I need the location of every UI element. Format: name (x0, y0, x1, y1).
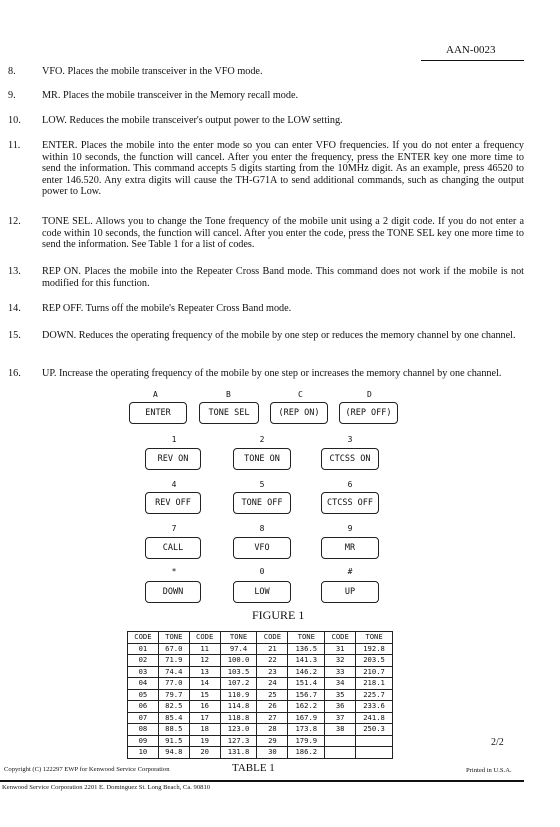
table-cell: 203.5 (356, 655, 393, 667)
key-number: 7 (171, 524, 177, 533)
column-letter-c: C (298, 390, 303, 399)
column-header: TONE (288, 632, 325, 644)
table-cell: 241.8 (356, 712, 393, 724)
address-text: Kenwood Service Corporation 2201 E. Dominguez St. Long Beach, Ca. 90810 (2, 784, 211, 791)
list-item (8, 66, 524, 80)
rev-on-key: REV ON (145, 448, 201, 470)
table-cell: 07 (128, 712, 159, 724)
table-row (128, 735, 393, 747)
table-cell: 34 (325, 678, 356, 690)
enter-key: ENTER (129, 402, 187, 424)
column-letter-d: D (367, 390, 372, 399)
table-row (128, 689, 393, 701)
key-number: 2 (259, 435, 265, 444)
column-header: CODE (325, 632, 356, 644)
table-caption: TABLE 1 (232, 762, 275, 774)
tone-on-key: TONE ON (233, 448, 291, 470)
column-header: TONE (158, 632, 189, 644)
table-row (128, 666, 393, 678)
footer-rule (0, 780, 524, 782)
up-key: UP (321, 581, 379, 603)
table-cell: 25 (257, 689, 288, 701)
item-number: 12. (8, 216, 21, 227)
item-number: 8. (8, 66, 16, 77)
mr-key: MR (321, 537, 379, 559)
table-cell: 15 (189, 689, 220, 701)
table-row (128, 747, 393, 759)
figure-caption: FIGURE 1 (252, 608, 305, 622)
table-cell: 26 (257, 701, 288, 713)
table-row (128, 724, 393, 736)
item-text: UP. Increase the operating frequency of the mobile by one step or increases the memory channel by one channel. (42, 368, 502, 379)
list-item (8, 115, 524, 129)
table-cell: 123.0 (220, 724, 257, 736)
low-key: LOW (233, 581, 291, 603)
table-cell (356, 735, 393, 747)
doc-id: AAN-0023 (446, 44, 496, 56)
table-cell: 21 (257, 643, 288, 655)
item-text: MR. Places the mobile transceiver in the Memory recall mode. (42, 90, 299, 101)
table-cell: 74.4 (158, 666, 189, 678)
table-row (128, 643, 393, 655)
table-cell: 103.5 (220, 666, 257, 678)
list-item (8, 330, 524, 356)
copyright-text: Copyright (C) 122297 EWP for Kenwood Service Corporation (4, 766, 170, 773)
table-cell: 233.6 (356, 701, 393, 713)
column-header: CODE (257, 632, 288, 644)
column-header: CODE (128, 632, 159, 644)
table-cell: 100.0 (220, 655, 257, 667)
table-cell: 32 (325, 655, 356, 667)
table-cell: 28 (257, 724, 288, 736)
item-text: VFO. Places the mobile transceiver in the VFO mode. (42, 66, 263, 77)
table-cell: 13 (189, 666, 220, 678)
table-cell: 05 (128, 689, 159, 701)
table-cell: 02 (128, 655, 159, 667)
key-number: 9 (347, 524, 353, 533)
table-cell: 27 (257, 712, 288, 724)
table-cell: 127.3 (220, 735, 257, 747)
item-number: 14. (8, 303, 21, 314)
table-cell: 18 (189, 724, 220, 736)
item-number: 15. (8, 330, 21, 341)
item-text: LOW. Reduces the mobile transceiver's output power to the LOW setting. (42, 115, 343, 126)
table-cell (325, 747, 356, 759)
table-body (128, 643, 393, 758)
table-cell: 97.4 (220, 643, 257, 655)
table-cell: 35 (325, 689, 356, 701)
table-cell: 167.9 (288, 712, 325, 724)
item-text: ENTER. Places the mobile into the enter mode so you can enter VFO frequencies. If you do not enter a frequency within 10 seconds, the function will cancel. After you enter the frequency, press the ENTER key one more time to send the information. This command accepts 5 digits starting from the 10MHz digit. As an example, press 46520 to enter 146.520. Any extra digits will cause the TH-G71A to send additional commands, such as changing the output power to Low. (42, 140, 524, 198)
call-key: CALL (145, 537, 201, 559)
list-item (8, 266, 524, 292)
table-cell: 16 (189, 701, 220, 713)
list-item (8, 90, 524, 104)
table-row (128, 678, 393, 690)
table-cell: 14 (189, 678, 220, 690)
table-cell: 94.8 (158, 747, 189, 759)
table-cell: 162.2 (288, 701, 325, 713)
ctcss-off-key: CTCSS OFF (321, 492, 379, 514)
table-cell: 37 (325, 712, 356, 724)
table-cell: 250.3 (356, 724, 393, 736)
item-number: 13. (8, 266, 21, 277)
column-header: CODE (189, 632, 220, 644)
table-cell: 01 (128, 643, 159, 655)
table-cell: 03 (128, 666, 159, 678)
table-cell: 11 (189, 643, 220, 655)
tone-sel-key: TONE SEL (199, 402, 259, 424)
table-cell: 114.8 (220, 701, 257, 713)
table-cell: 12 (189, 655, 220, 667)
table-cell: 36 (325, 701, 356, 713)
table-cell (325, 735, 356, 747)
table-cell: 151.4 (288, 678, 325, 690)
rep-on-key: (REP ON) (270, 402, 328, 424)
table-cell: 118.8 (220, 712, 257, 724)
table-cell: 225.7 (356, 689, 393, 701)
table-row (128, 655, 393, 667)
key-number: 6 (347, 480, 353, 489)
key-number: * (171, 567, 177, 576)
list-item (8, 368, 524, 394)
table-cell: 17 (189, 712, 220, 724)
down-key: DOWN (145, 581, 201, 603)
table-cell: 136.5 (288, 643, 325, 655)
header-rule (421, 60, 524, 61)
rev-off-key: REV OFF (145, 492, 201, 514)
table-cell: 79.7 (158, 689, 189, 701)
table-cell: 82.5 (158, 701, 189, 713)
key-number: 1 (171, 435, 177, 444)
key-number: 5 (259, 480, 265, 489)
table-cell: 10 (128, 747, 159, 759)
table-cell: 19 (189, 735, 220, 747)
key-number: 0 (259, 567, 265, 576)
tone-code-table (127, 631, 393, 759)
list-item (8, 216, 524, 256)
item-text: DOWN. Reduces the operating frequency of the mobile by one step or reduces the memory channel by one channel. (42, 330, 516, 341)
table-cell: 107.2 (220, 678, 257, 690)
table-cell: 192.8 (356, 643, 393, 655)
table-cell: 23 (257, 666, 288, 678)
table-cell: 91.5 (158, 735, 189, 747)
table-cell: 06 (128, 701, 159, 713)
rep-off-key: (REP OFF) (339, 402, 398, 424)
table-row (128, 701, 393, 713)
table-cell: 67.0 (158, 643, 189, 655)
table-row (128, 712, 393, 724)
table-cell: 146.2 (288, 666, 325, 678)
item-text: REP OFF. Turns off the mobile's Repeater Cross Band mode. (42, 303, 292, 314)
table-cell: 31 (325, 643, 356, 655)
table-cell: 156.7 (288, 689, 325, 701)
table-cell: 33 (325, 666, 356, 678)
column-letter-b: B (226, 390, 231, 399)
item-text: REP ON. Places the mobile into the Repeater Cross Band mode. This command does not work if the mobile is not modified for this function. (42, 266, 524, 289)
table-cell: 29 (257, 735, 288, 747)
table-cell: 71.9 (158, 655, 189, 667)
table-cell: 22 (257, 655, 288, 667)
table-cell: 179.9 (288, 735, 325, 747)
table-cell: 38 (325, 724, 356, 736)
item-text: TONE SEL. Allows you to change the Tone frequency of the mobile unit using a 2 digit code. If you do not enter a code within 10 seconds, the function will cancel. After you enter the code, press the TONE SEL key one more time to send the information. See Table 1 for a list of codes. (42, 216, 524, 251)
item-number: 9. (8, 90, 16, 101)
item-number: 11. (8, 140, 21, 151)
item-number: 16. (8, 368, 21, 379)
table-cell: 173.8 (288, 724, 325, 736)
table-cell: 210.7 (356, 666, 393, 678)
table-cell: 08 (128, 724, 159, 736)
table-cell (356, 747, 393, 759)
key-number: 8 (259, 524, 265, 533)
table-cell: 88.5 (158, 724, 189, 736)
column-header: TONE (220, 632, 257, 644)
page-number: 2/2 (491, 737, 504, 748)
table-cell: 141.3 (288, 655, 325, 667)
item-number: 10. (8, 115, 21, 126)
list-item (8, 140, 524, 204)
table-cell: 20 (189, 747, 220, 759)
column-letter-a: A (153, 390, 158, 399)
vfo-key: VFO (233, 537, 291, 559)
tone-off-key: TONE OFF (233, 492, 291, 514)
table-cell: 110.9 (220, 689, 257, 701)
table-cell: 131.8 (220, 747, 257, 759)
list-item (8, 303, 524, 317)
key-number: 4 (171, 480, 177, 489)
key-number: 3 (347, 435, 353, 444)
table-cell: 85.4 (158, 712, 189, 724)
table-cell: 218.1 (356, 678, 393, 690)
table-cell: 186.2 (288, 747, 325, 759)
printed-in-text: Printed in U.S.A. (466, 767, 512, 774)
table-cell: 04 (128, 678, 159, 690)
table-cell: 24 (257, 678, 288, 690)
key-number: # (347, 567, 353, 576)
table-header-row (128, 632, 393, 644)
table-cell: 09 (128, 735, 159, 747)
table-cell: 30 (257, 747, 288, 759)
column-header: TONE (356, 632, 393, 644)
table-cell: 77.0 (158, 678, 189, 690)
ctcss-on-key: CTCSS ON (321, 448, 379, 470)
